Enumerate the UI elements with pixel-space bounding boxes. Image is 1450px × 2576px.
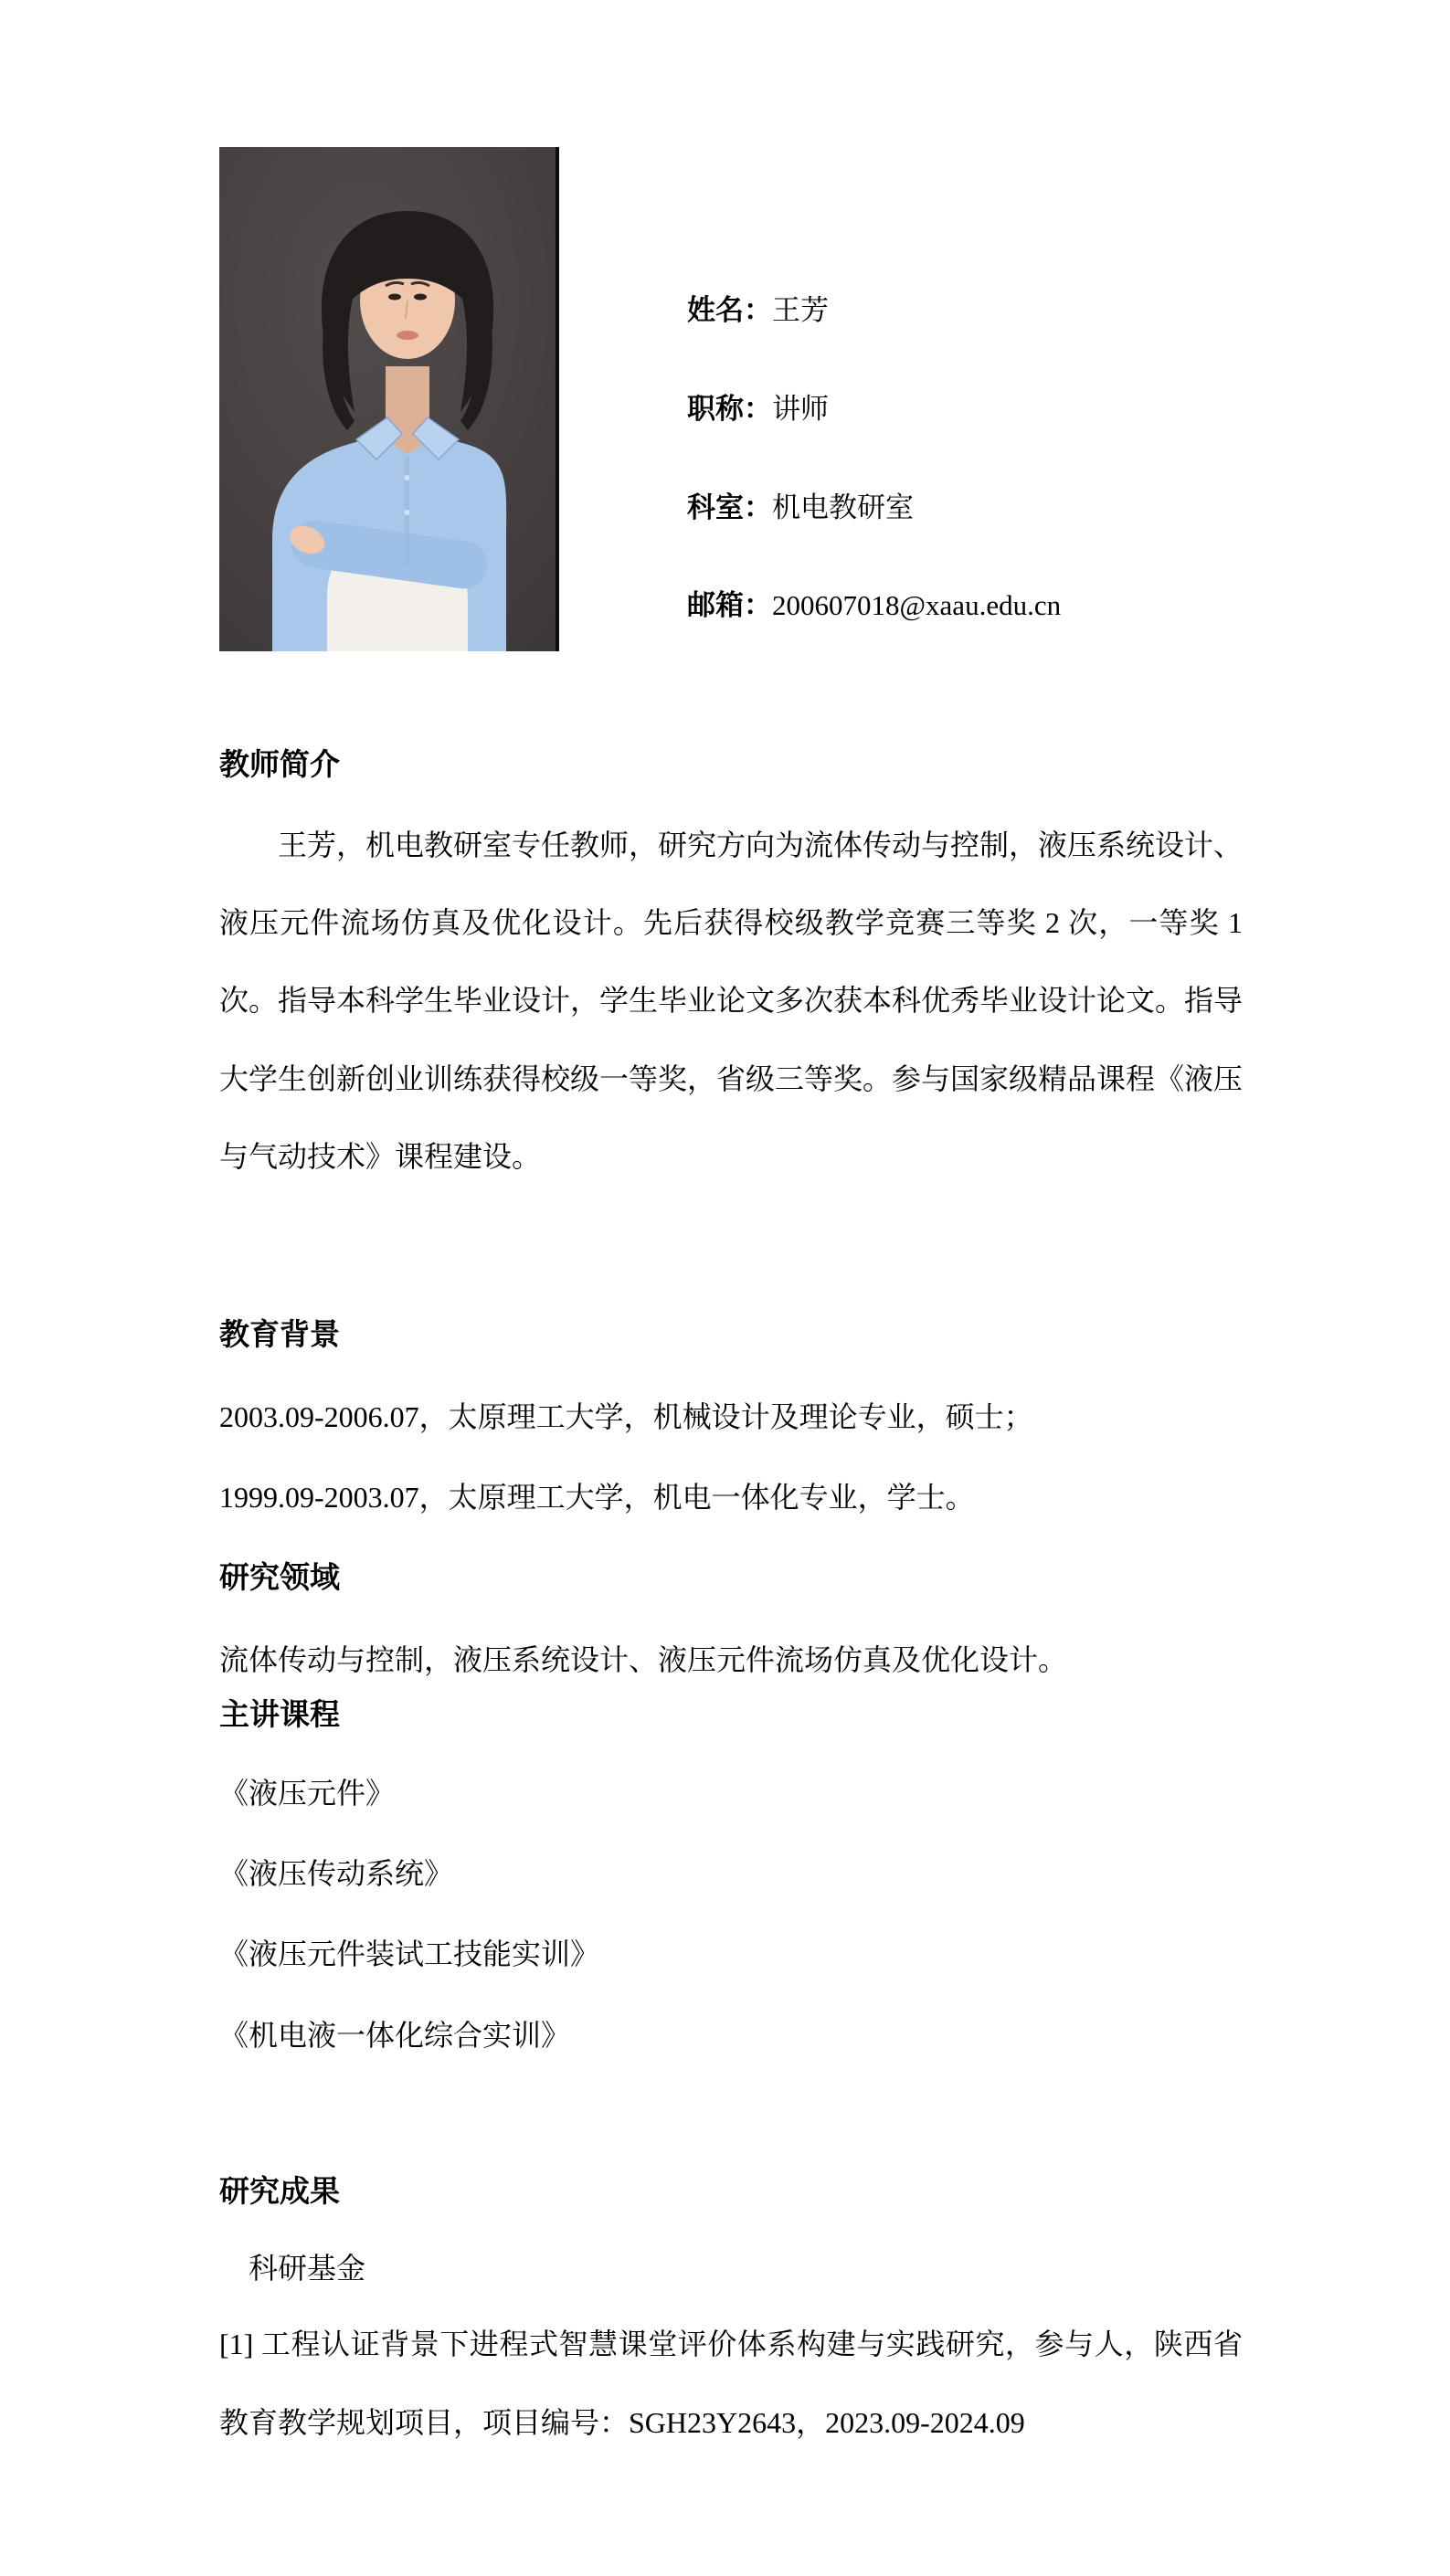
teacher-photo [219, 147, 559, 651]
field-label: 科室： [687, 491, 772, 523]
field-value: 机电教研室 [772, 491, 914, 523]
fund-line: 教育教学规划项目，项目编号：SGH23Y2643，2023.09-2024.09 [219, 2406, 1025, 2439]
achievements-heading: 研究成果 [219, 2176, 340, 2209]
field-value: 王芳 [772, 294, 829, 326]
eye-left [388, 294, 401, 301]
research-area-heading: 研究领域 [219, 1562, 340, 1595]
lips-shape [397, 331, 418, 340]
field-value: 讲师 [772, 393, 829, 425]
field-label: 邮箱： [687, 589, 772, 621]
course-line: 《机电液一体化综合实训》 [219, 2019, 571, 2052]
education-line: 2003.09-2006.07，太原理工大学，机械设计及理论专业，硕士； [219, 1400, 1033, 1433]
intro-heading: 教师简介 [219, 749, 340, 782]
field-label: 职称： [687, 393, 772, 425]
intro-line: 与气动技术》课程建设。 [219, 1140, 542, 1173]
education-line: 1999.09-2003.07，太原理工大学，机电一体化专业，学士。 [219, 1481, 975, 1514]
shirt-button [405, 475, 410, 480]
field-row-email [687, 586, 1061, 626]
field-row-title [687, 389, 829, 429]
education-heading: 教育背景 [219, 1319, 340, 1352]
courses-heading: 主讲课程 [219, 1699, 340, 1732]
photo-edge-line [556, 147, 559, 651]
field-value: 200607018@xaau.edu.cn [772, 589, 1062, 621]
eye-right [414, 294, 427, 301]
field-row-name [687, 290, 829, 331]
intro-line: 次。指导本科学生毕业设计，学生毕业论文多次获本科优秀毕业设计论文。指导 [219, 984, 1244, 1017]
fund-subheading: 科研基金 [249, 2252, 366, 2285]
intro-line: 液压元件流场仿真及优化设计。先后获得校级教学竞赛三等奖 2 次，一等奖 1 [219, 906, 1243, 939]
field-row-department [687, 488, 914, 528]
fund-line: [1] 工程认证背景下进程式智慧课堂评价体系构建与实践研究，参与人，陕西省 [219, 2328, 1243, 2360]
course-line: 《液压传动系统》 [219, 1857, 454, 1890]
course-line: 《液压元件》 [219, 1777, 396, 1810]
intro-line: 大学生创新创业训练获得校级一等奖，省级三等奖。参与国家级精品课程《液压 [219, 1062, 1244, 1095]
portrait-illustration [219, 147, 559, 651]
research-area-line: 流体传动与控制，液压系统设计、液压元件流场仿真及优化设计。 [219, 1643, 1068, 1676]
intro-line: 王芳，机电教研室专任教师，研究方向为流体传动与控制，液压系统设计、 [278, 829, 1244, 861]
course-line: 《液压元件装试工技能实训》 [219, 1937, 600, 1970]
field-label: 姓名： [687, 294, 772, 326]
shirt-button [405, 510, 410, 515]
